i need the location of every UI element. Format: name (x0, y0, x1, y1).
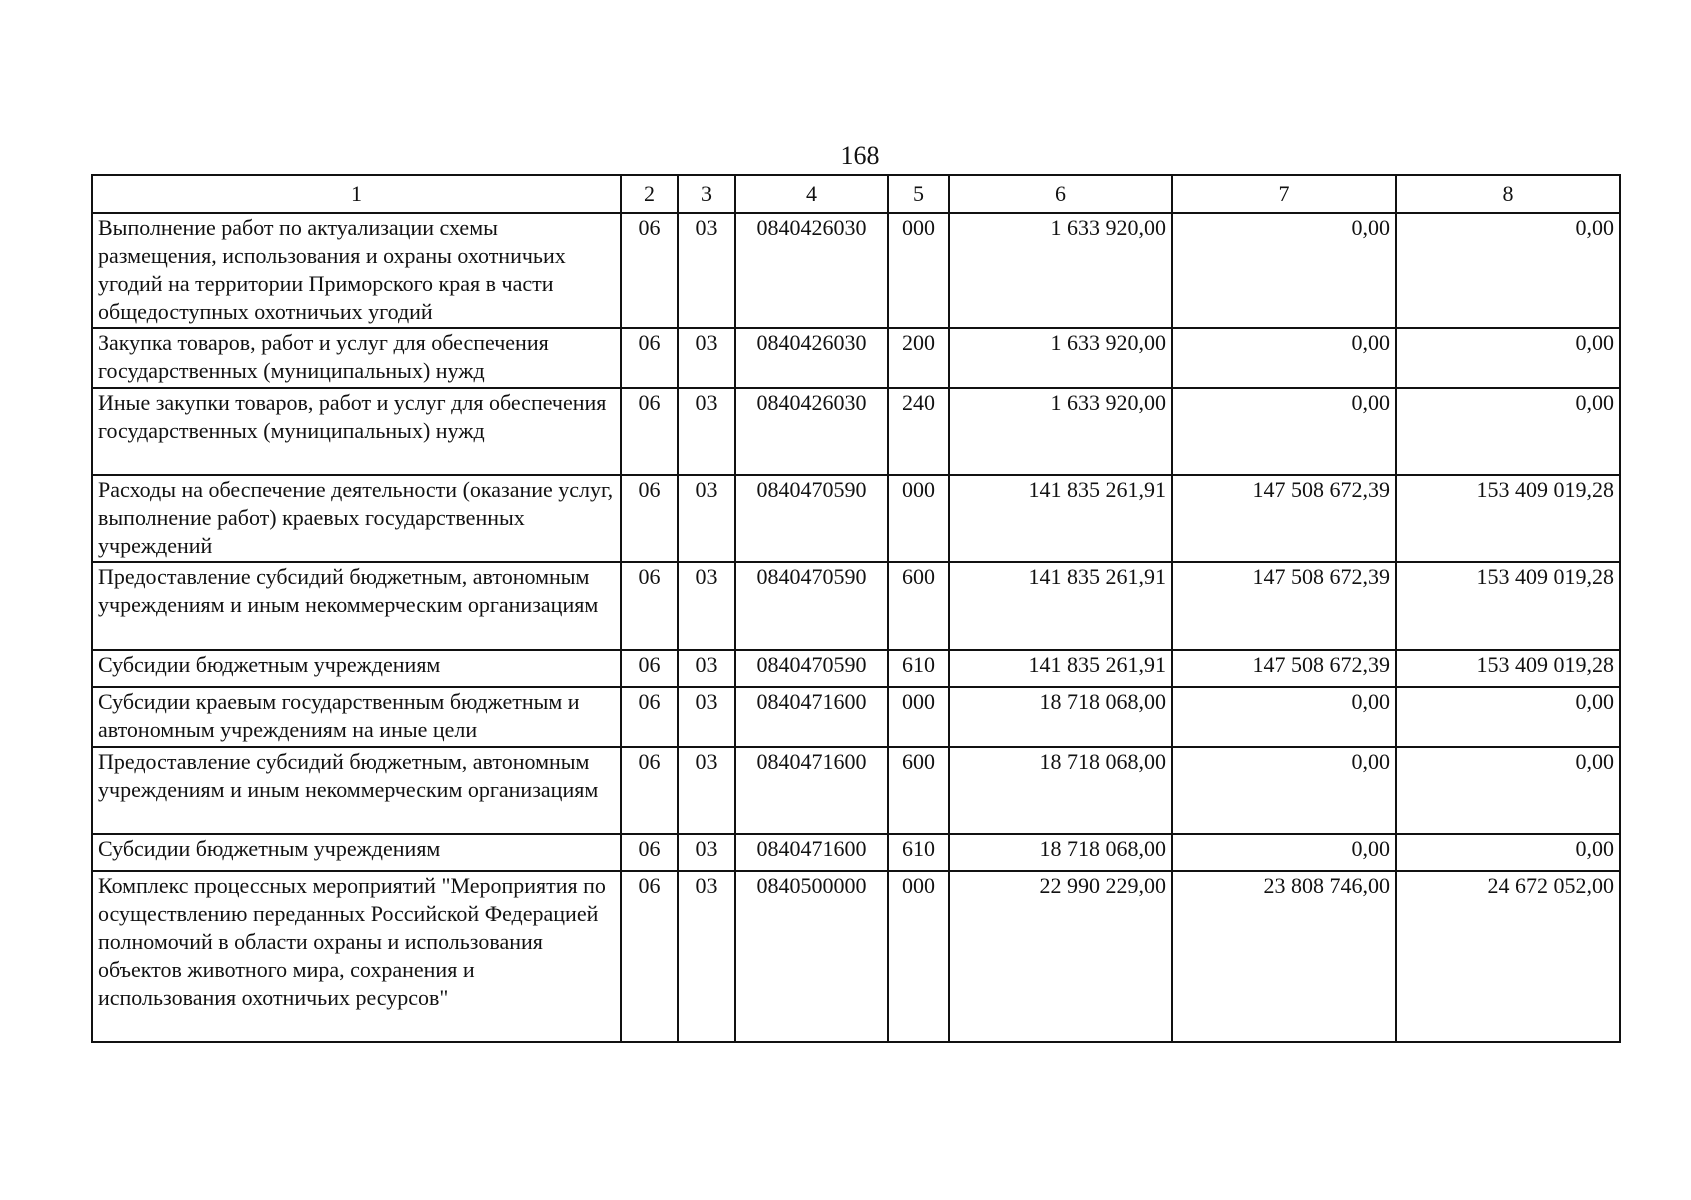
row-name: Иные закупки товаров, работ и услуг для обеспечения государственных (муниципальных) нужд (92, 388, 621, 475)
section-code: 06 (621, 562, 678, 650)
amount-col6: 1 633 920,00 (949, 213, 1172, 328)
section-code: 06 (621, 687, 678, 747)
subsection-code: 03 (678, 388, 735, 475)
expense-type-code: 000 (888, 687, 949, 747)
table-row (92, 747, 1620, 834)
row-name: Комплекс процессных мероприятий "Мероприятия по осуществлению переданных Российской Федерацией полномочий в области охраны и использования объектов животного мира, сохранения и использования охотничьих ресурсов" (92, 871, 621, 1042)
amount-col8: 0,00 (1396, 834, 1620, 871)
amount-col8: 0,00 (1396, 213, 1620, 328)
amount-col7: 0,00 (1172, 328, 1396, 388)
target-article-code: 0840470590 (735, 562, 888, 650)
amount-col8: 0,00 (1396, 747, 1620, 834)
expense-type-code: 600 (888, 562, 949, 650)
amount-col7: 0,00 (1172, 213, 1396, 328)
target-article-code: 0840500000 (735, 871, 888, 1042)
expense-type-code: 610 (888, 834, 949, 871)
column-header: 7 (1172, 175, 1396, 213)
subsection-code: 03 (678, 475, 735, 562)
amount-col6: 1 633 920,00 (949, 388, 1172, 475)
row-name: Предоставление субсидий бюджетным, автономным учреждениям и иным некоммерческим организациям (92, 747, 621, 834)
amount-col8: 153 409 019,28 (1396, 650, 1620, 687)
amount-col6: 141 835 261,91 (949, 650, 1172, 687)
amount-col7: 23 808 746,00 (1172, 871, 1396, 1042)
amount-col6: 141 835 261,91 (949, 475, 1172, 562)
table-row (92, 388, 1620, 475)
target-article-code: 0840470590 (735, 650, 888, 687)
target-article-code: 0840470590 (735, 475, 888, 562)
section-code: 06 (621, 871, 678, 1042)
row-name: Субсидии бюджетным учреждениям (92, 650, 621, 687)
subsection-code: 03 (678, 747, 735, 834)
amount-col7: 147 508 672,39 (1172, 650, 1396, 687)
page-number: 168 (840, 141, 880, 170)
subsection-code: 03 (678, 328, 735, 388)
column-header: 3 (678, 175, 735, 213)
table-row (92, 328, 1620, 388)
subsection-code: 03 (678, 687, 735, 747)
expense-type-code: 200 (888, 328, 949, 388)
row-name: Закупка товаров, работ и услуг для обеспечения государственных (муниципальных) нужд (92, 328, 621, 388)
table-row (92, 650, 1620, 687)
row-name: Расходы на обеспечение деятельности (оказание услуг, выполнение работ) краевых государственных учреждений (92, 475, 621, 562)
expense-type-code: 000 (888, 475, 949, 562)
amount-col7: 147 508 672,39 (1172, 475, 1396, 562)
column-header: 4 (735, 175, 888, 213)
amount-col8: 153 409 019,28 (1396, 475, 1620, 562)
table-row (92, 562, 1620, 650)
amount-col8: 153 409 019,28 (1396, 562, 1620, 650)
subsection-code: 03 (678, 650, 735, 687)
amount-col8: 24 672 052,00 (1396, 871, 1620, 1042)
amount-col8: 0,00 (1396, 328, 1620, 388)
expense-type-code: 600 (888, 747, 949, 834)
amount-col7: 0,00 (1172, 388, 1396, 475)
table-row (92, 871, 1620, 1042)
table-row (92, 834, 1620, 871)
amount-col7: 0,00 (1172, 834, 1396, 871)
amount-col7: 147 508 672,39 (1172, 562, 1396, 650)
target-article-code: 0840471600 (735, 834, 888, 871)
section-code: 06 (621, 213, 678, 328)
expense-type-code: 000 (888, 213, 949, 328)
table-row (92, 687, 1620, 747)
amount-col6: 18 718 068,00 (949, 834, 1172, 871)
expense-type-code: 610 (888, 650, 949, 687)
amount-col8: 0,00 (1396, 687, 1620, 747)
target-article-code: 0840426030 (735, 213, 888, 328)
amount-col7: 0,00 (1172, 687, 1396, 747)
target-article-code: 0840471600 (735, 687, 888, 747)
budget-table (91, 174, 1621, 1043)
amount-col6: 22 990 229,00 (949, 871, 1172, 1042)
amount-col7: 0,00 (1172, 747, 1396, 834)
target-article-code: 0840426030 (735, 328, 888, 388)
section-code: 06 (621, 328, 678, 388)
section-code: 06 (621, 650, 678, 687)
section-code: 06 (621, 388, 678, 475)
subsection-code: 03 (678, 834, 735, 871)
section-code: 06 (621, 747, 678, 834)
amount-col6: 1 633 920,00 (949, 328, 1172, 388)
target-article-code: 0840426030 (735, 388, 888, 475)
table-row (92, 213, 1620, 328)
section-code: 06 (621, 475, 678, 562)
column-header: 6 (949, 175, 1172, 213)
row-name: Субсидии бюджетным учреждениям (92, 834, 621, 871)
column-header: 8 (1396, 175, 1620, 213)
expense-type-code: 240 (888, 388, 949, 475)
row-name: Выполнение работ по актуализации схемы размещения, использования и охраны охотничьих угодий на территории Приморского края в части общедоступных охотничьих угодий (92, 213, 621, 328)
subsection-code: 03 (678, 562, 735, 650)
subsection-code: 03 (678, 213, 735, 328)
header-row (92, 175, 1620, 213)
amount-col6: 18 718 068,00 (949, 747, 1172, 834)
table-row (92, 475, 1620, 562)
section-code: 06 (621, 834, 678, 871)
row-name: Предоставление субсидий бюджетным, автономным учреждениям и иным некоммерческим организациям (92, 562, 621, 650)
amount-col6: 141 835 261,91 (949, 562, 1172, 650)
amount-col8: 0,00 (1396, 388, 1620, 475)
subsection-code: 03 (678, 871, 735, 1042)
column-header: 5 (888, 175, 949, 213)
column-header: 2 (621, 175, 678, 213)
row-name: Субсидии краевым государственным бюджетным и автономным учреждениям на иные цели (92, 687, 621, 747)
expense-type-code: 000 (888, 871, 949, 1042)
target-article-code: 0840471600 (735, 747, 888, 834)
amount-col6: 18 718 068,00 (949, 687, 1172, 747)
column-header: 1 (92, 175, 621, 213)
